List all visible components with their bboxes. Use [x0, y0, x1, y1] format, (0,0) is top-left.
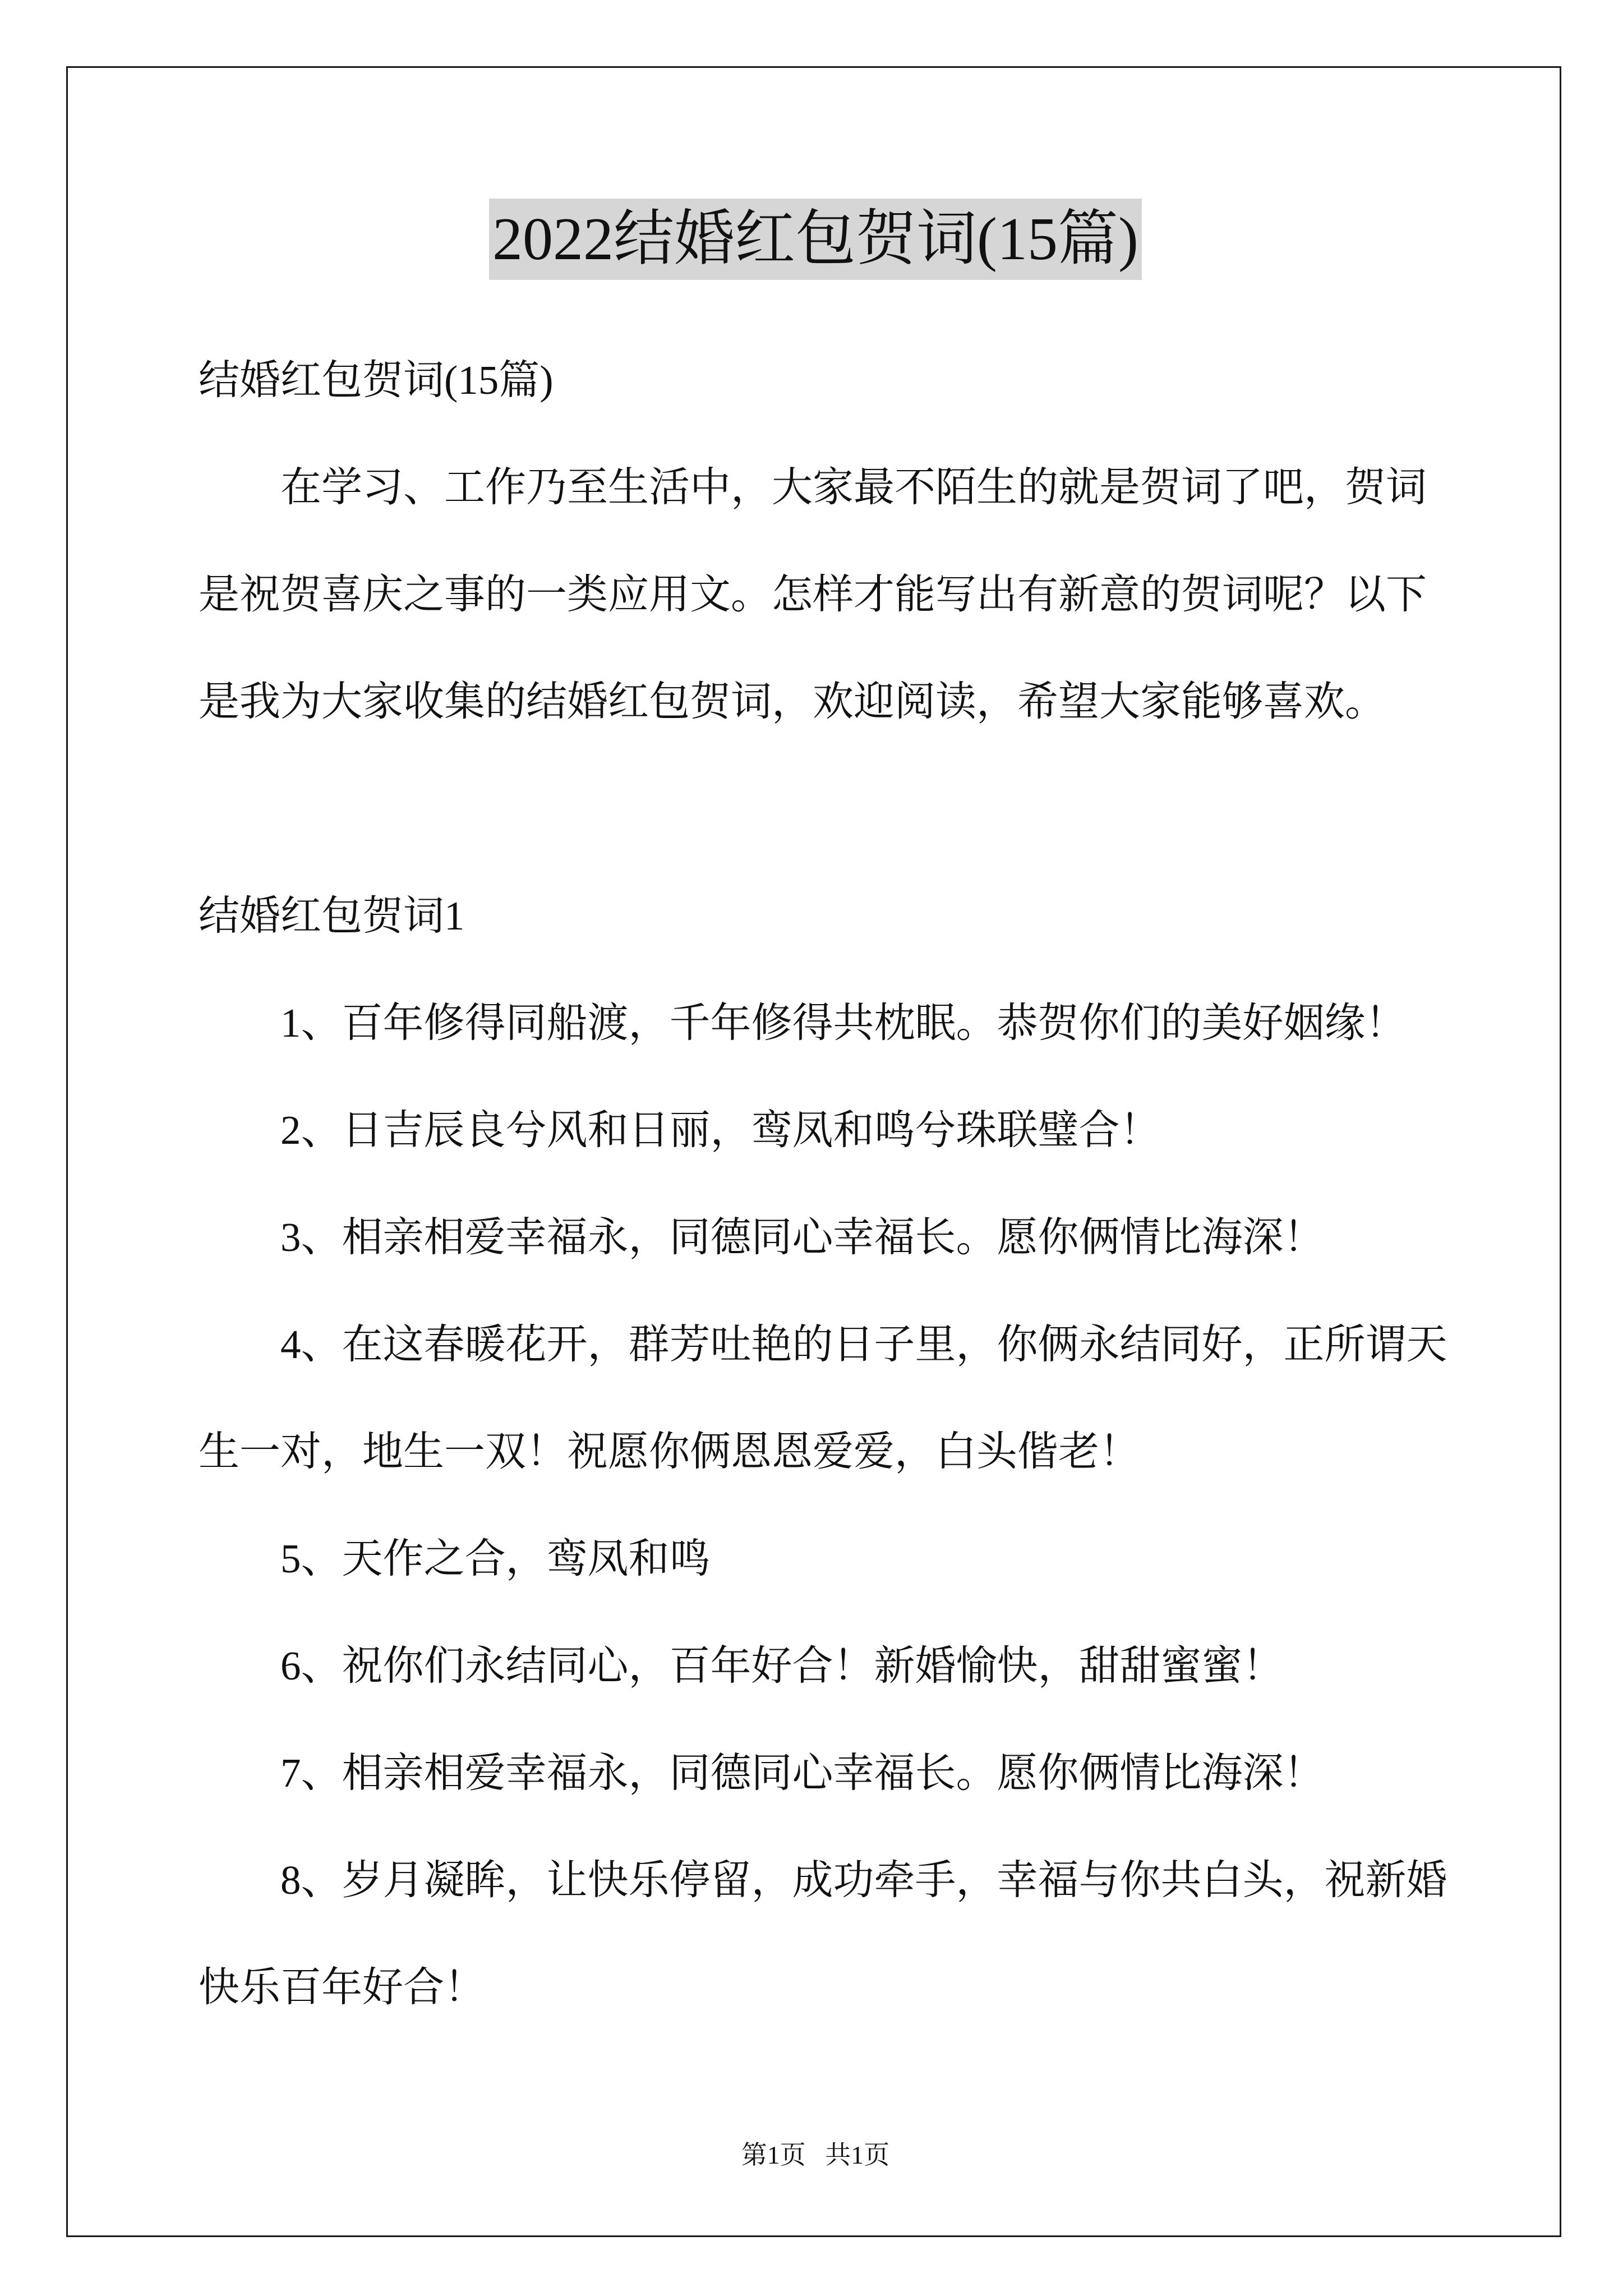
item-1: 1、百年修得同船渡，千年修得共枕眠。恭贺你们的美好姻缘！ — [280, 1000, 1407, 1046]
section-heading: 结婚红包贺词1 — [199, 893, 465, 938]
item-6: 6、祝你们永结同心，百年好合！新婚愉快，甜甜蜜蜜！ — [280, 1643, 1284, 1688]
intro-line-3: 是我为大家收集的结婚红包贺词，欢迎阅读，希望大家能够喜欢。 — [199, 679, 1386, 724]
item-4-line-2: 生一对，地生一双！祝愿你俩恩恩爱爱，白头偕老！ — [199, 1429, 1140, 1474]
document-title: 2022结婚红包贺词(15篇) — [489, 199, 1142, 280]
item-5: 5、天作之合，鸾凤和鸣 — [280, 1536, 711, 1581]
subtitle: 结婚红包贺词(15篇) — [199, 357, 554, 403]
document-body — [199, 326, 1447, 2041]
blank-line — [199, 755, 1438, 862]
item-2: 2、日吉辰良兮风和日丽，鸾凤和鸣兮珠联璧合！ — [280, 1107, 1161, 1153]
item-4-line-1: 4、在这春暖花开，群芳吐艳的日子里，你俩永结同好，正所谓天 — [280, 1322, 1447, 1367]
title-container — [66, 199, 1565, 280]
item-3: 3、相亲相爱幸福永，同德同心幸福长。愿你俩情比海深！ — [280, 1214, 1325, 1260]
item-8-line-1: 8、岁月凝眸，让快乐停留，成功牵手，幸福与你共白头，祝新婚 — [280, 1857, 1447, 1903]
item-7: 7、相亲相爱幸福永，同德同心幸福长。愿你俩情比海深！ — [280, 1750, 1325, 1796]
item-8-line-2: 快乐百年好合！ — [199, 1964, 485, 2010]
intro-line-2: 是祝贺喜庆之事的一类应用文。怎样才能写出有新意的贺词呢？以下 — [199, 572, 1427, 617]
page-footer: 第1页 共1页 — [741, 2141, 890, 2169]
intro-line-1: 在学习、工作乃至生活中，大家最不陌生的就是贺词了吧，贺词 — [280, 464, 1427, 510]
